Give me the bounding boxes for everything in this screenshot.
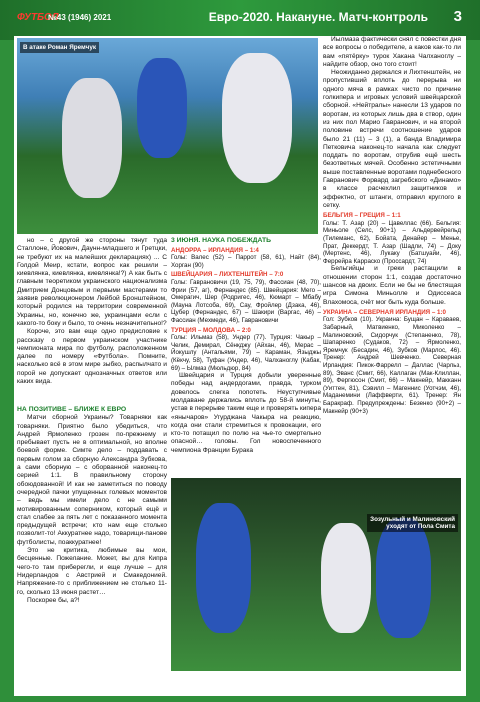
photo-top	[17, 38, 318, 234]
paragraph: Поскорее бы, а?!	[27, 596, 80, 604]
paragraph: Швейцария и Турция добыли уверенные победы над андердогами, правда, турком довелось слегка попотеть. Неуступчивые молдаване держались вплоть до 58-й минуты, устав в перерыве таким еще и проверять кипера «янычаров» Угурджана Чакыра на реакцию, когда они стали стремиться к провокации, его кто-то потащил по полю на чье-то смертельно опасной… головы. Гол новоспеченного чемпиона Франции Бурака	[171, 372, 321, 454]
photo-bottom	[171, 478, 461, 671]
player-figure	[196, 503, 251, 633]
left-column-bottom	[17, 404, 167, 696]
match-title: ТУРЦИЯ – МОЛДОВА – 2:0	[171, 326, 251, 334]
player-figure	[376, 518, 431, 638]
photo-caption	[367, 514, 458, 532]
photo-caption-line: Зозульный и Малиновский	[370, 516, 455, 523]
player-figure	[62, 78, 122, 198]
results-column	[171, 237, 321, 477]
paragraph: Это не критика, любимые вы мои, бесценные. Пожелание. Может, вы для Кипра чего-то там приберегли, и еще лучше – для Нидерландов с Австрией и Смакедонией. Напряжение-то с приближением не столько 11-го, сколько 13 июня растет…	[17, 547, 167, 596]
match-details: Голы: Валес (52) – Паррот (58, 61), Найт (84), Хорган (90)	[171, 254, 321, 269]
brand-logo: ФУТБОЛ	[17, 12, 59, 23]
player-figure	[137, 58, 187, 158]
player-figure	[321, 523, 371, 633]
issue-number: №43 (1946) 2021	[48, 13, 112, 22]
paragraph: но – с другой же стороны тянут туда Сталлоне, Йовович, Даунн-младшего и Гретцки, не требуют их на малейших декларациях) ... С Голдой Меир, кстати, вопрос как решили – киевлянка, киевлянка, киевлянка!?) А как быть с главным теоретиком украинского национализма Дмитрием Донцовым и первыми мастерами то заявив революционером Лейбой Бронштейном, который родился на территории современной Украины, но, конечно же, украинцами если с какого-то боку и было, то очень незначительно!?	[17, 237, 167, 327]
player-figure	[222, 53, 292, 183]
match-title: УКРАИНА – СЕВЕРНАЯ ИРЛАНДИЯ – 1:0	[323, 308, 446, 316]
photo-caption: В атаке Роман Яремчук	[20, 42, 99, 53]
paragraph: Йылмаза фактически снял с повестки дня все вопросы о победителе, а каков как-то ли вам «пятёрку» турок Хакана Чалханоглу – найдите обзор, оно того стоит!	[323, 36, 461, 68]
paragraph: Бельгийцы и греки растащили в отношении сторон 1:1, создав достаточно шансов на двоих. Если не бы не блестящая игра Симона Миньолле и Одиссеаса Влахомоса, счёт мог быть куда больше.	[323, 265, 461, 306]
paragraph: Матчи сборной Украины? Товарняки как товарняки. Приятно было убедиться, что Андрей Ярмоленко грозен по-прежнему и пребывает пусть не в оптимальной, но вполне боевой форме. Симте дело – поддавать с первым голом за сборную Александра Зубкова, а сами сборную – с оборванной наконец-то серией 1:1. В правильному сторону обоюдованной! И как не заметиться по поводу очередной пачки упущенных голевых моментов – ведь мы имели дело с не самыми мотивированным соперником, который ещё и стал слабее за пять лет с показанного момента предыдущей встречи; кто нам еще столько позволит-то! Аккуратнее надо, товарищи-панове футболисты, поаккуратнее!	[17, 414, 167, 546]
match-details: Голы: Гаврановичи (19, 75, 79), Фассиан (48, 70), Фрии (57, аг), Фернандес (85). Швейцария: Мего – Омерагич, Шер (Родригес, 46), Кюмарт – Мбабу (Мауна Лотсоба, 69), Сау, Фройлер (Дзака, 46), Цубер (Фернандес, 67) – Шакири (Варгас, 46) – Фассиан (Мехмеди, 46), Гаврановичи	[171, 278, 321, 324]
left-column-top	[17, 237, 167, 402]
match-title: ШВЕЙЦАРИЯ – ЛИХТЕНШТЕЙН – 7:0	[171, 271, 284, 279]
paragraph: Короче, это вам еще одно предисловие к рассказу о первом украинском участнике чемпионата мира по футболу, расположенном далее по номеру «Футбола». Помните, насколько всё в этом мире зыбко, распылчато и порой не допускает однозначных ответов или каких вида.	[17, 328, 167, 386]
photo-caption-line: уходят от Пола Смита	[386, 523, 455, 530]
page-number: 3	[453, 8, 462, 25]
match-title: АНДОРРА – ИРЛАНДИЯ – 1:4	[171, 246, 259, 254]
match-details: Гол: Зубков (10). Украина: Бущан – Караваев, Забарный, Матвиенко, Миколенко – Малиновский, Сидорчук (Степаненко, 78), Шапаренко (Судаков, 72) – Ярмоленко, Яремчук (Бесадин, 46), Зубков (Марлос, 46). Тренер: Андрей Шевченко. Северная Ирландия: Пикок-Фаррелл – Даллас (Чарльз, 89), Эванс (Смит, 66), Каллаган (Мак-Клиллан, 89), Фергюсон (Смит, 66) – Макнейр, Макканн (Уиттен, 81), Сэвилл – Магеннис (Уотчэм, 46), Маданемини (Лаффверти, 61). Тренер: Ян Баракраф. Предупреждены: Безенко (90+2) – Макнейр (90+3)	[323, 316, 461, 415]
paragraph: Неожиданно держался и Лихтенштейн, не пропустивший вплоть до перерыва ни одного мяча в рамках чисто по причине голкипера и игровых условий швейцарской сборной. «Нейтралы» нанесли 13 ударов по воротам, из которых лишь два в створ, один из них пол Марио Гавранович, и на второй половине встречи соотношение ударов было 21 (11) – 3 (1), а банда Владимира Петковича наконец-то начала как следует поддать по воротам, отрубив ещё шесть безответных мячей. Особенно эстетичными выше поставленные воротами поднебесного Гавранович Форвард загребского «Динамо» в классе расчехлил защитников и эффектно, от штанги, отправил круглого в сетку.	[323, 69, 461, 209]
section-title: Евро-2020. Накануне. Матч-контроль	[208, 10, 428, 24]
page-header	[0, 0, 480, 40]
results-heading: 3 ИЮНЯ. НАУКА ПОБЕЖДАТЬ	[171, 237, 272, 244]
match-title: БЕЛЬГИЯ – ГРЕЦИЯ – 1:1	[323, 212, 401, 220]
right-column	[323, 36, 461, 476]
match-details: Голы: Ильмаз (58), Ундер (77). Турция: Чакыр – Челик, Демирал, Сёнкджу (Айхан, 46), Мерас – Йокушлу (Антальями, 79) – Караман, Языджы (Кёкчу, 58), Туфан (Ундер, 46), Чалханоглу (Кабак, 69) – Ылмаз (Мюльдюр, 84)	[171, 334, 321, 372]
subheading: НА ПОЗИТИВЕ – БЛИЖЕ К ЕВРО	[17, 406, 127, 413]
match-details: Голы: Т. Азар (20) – Цавеллас (66). Бельгия: Миньоле (Селс, 90+1) – Альдервейрельд (Тилеманс, 62), Бойата, Денайер – Менье, Прат, Деккердт, Т. Азар (Шадли, 74) – Доку (Мертенс, 46), Лукаку (Батшуайи, 46), Феррейра Карраско (Проссардт, 74)	[323, 219, 461, 265]
